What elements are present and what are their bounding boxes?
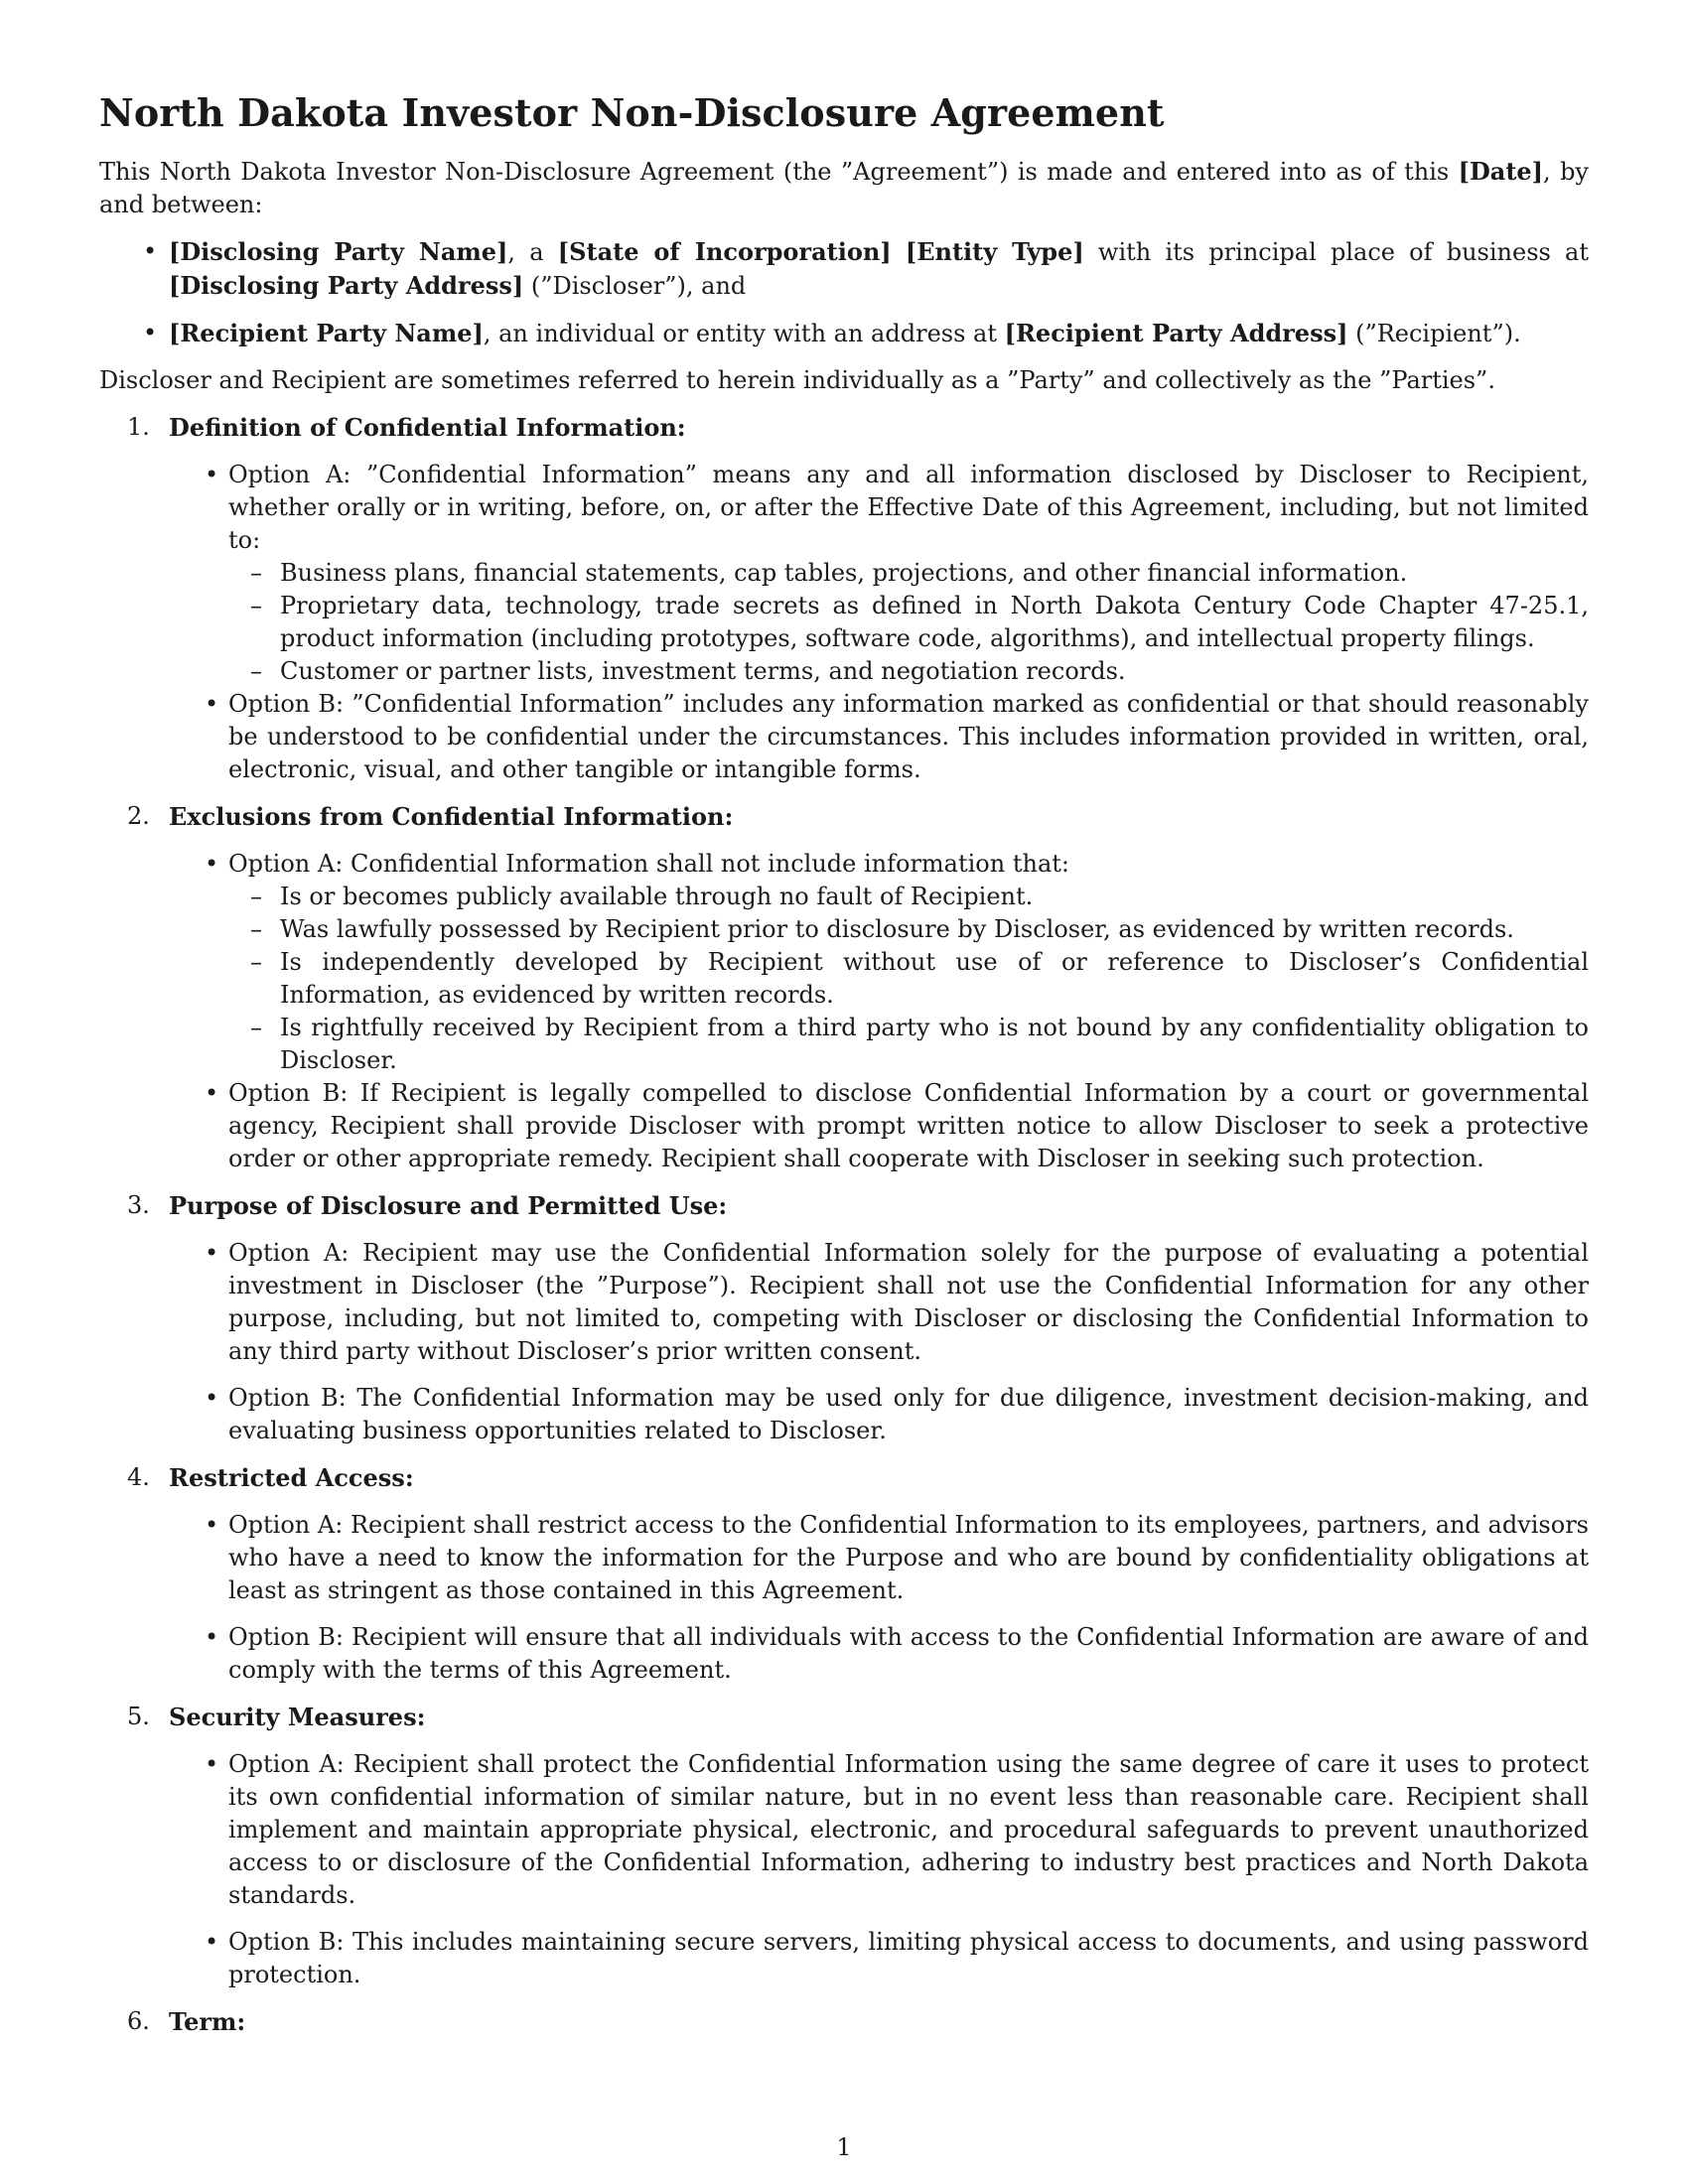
option-item: • Option A: Recipient may use the Confidential Information solely for the purpose of evaluating a potential investment in Discloser (the ”Purpose”). Recipient shall not use the Confidential Information for any other purpose, including, but not limited to, competing with Discloser or disclosing the Confidential Information to any third party without Discloser’s prior written consent. — [228, 1237, 1589, 1368]
document-title: North Dakota Investor Non-Disclosure Agreement — [99, 90, 1165, 135]
sub-item: – Is or becomes publicly available through no fault of Recipient. — [280, 881, 1589, 913]
parties-definition: Discloser and Recipient are sometimes referred to herein individually as a ”Party” and collectively as the ”Parties”. — [99, 366, 1495, 394]
sub-item: – Business plans, financial statements, cap tables, projections, and other financial information. — [280, 557, 1589, 590]
sub-list — [228, 881, 1589, 1077]
date-placeholder: [Date] — [1458, 157, 1544, 186]
sub-item: – Proprietary data, technology, trade secrets as defined in North Dakota Century Code Chapter 47-25.1, product information (including prototypes, software code, algorithms), and intellectual property filings. — [280, 590, 1589, 655]
options-list — [99, 848, 1589, 1175]
section — [99, 1189, 1589, 1447]
option-item: • Option B: The Confidential Information may be used only for due diligence, investment decision-making, and evaluating business opportunities related to Discloser. — [228, 1382, 1589, 1447]
recipient-party-item: • [Recipient Party Name], an individual or entity with an address at [Recipient Party Address] (”Recipient”). — [169, 317, 1589, 350]
section-heading: 6. Term: — [127, 2007, 246, 2036]
option-item: • Option B: Recipient will ensure that all individuals with access to the Confidential Information are aware of and comply with the terms of this Agreement. — [228, 1621, 1589, 1687]
option-item: • Option A: ”Confidential Information” means any and all information disclosed by Discloser to Recipient, whether orally or in writing, before, on, or after the Effective Date of this Agreement, including, but not limited to: – Business plans, financial statements, cap tables, projections, and other financial information. – Proprietary data, technology, trade secrets as defined in North Dakota Century Code Chapter 47-25.1, product information (including prototypes, software code, algorithms), and intellectual property filings. – Customer or partner lists, investment terms, and negotiation records. — [228, 459, 1589, 688]
sub-item: – Was lawfully possessed by Recipient prior to disclosure by Discloser, as evidenced by written records. — [280, 913, 1589, 946]
option-item: • Option B: If Recipient is legally compelled to disclose Confidential Information by a court or governmental agency, Recipient shall provide Discloser with prompt written notice to allow Discloser to seek a protective order or other appropriate remedy. Recipient shall cooperate with Discloser in seeking such protection. — [228, 1077, 1589, 1175]
section — [99, 2005, 1589, 2039]
section-heading: 4. Restricted Access: — [127, 1463, 414, 1492]
section — [99, 1461, 1589, 1687]
option-item: • Option A: Recipient shall protect the Confidential Information using the same degree of care it uses to protect its own confidential information of similar nature, but in no event less than reasonable care. Recipient shall implement and maintain appropriate physical, electronic, and procedural safeguards to prevent unauthorized access to or disclosure of the Confidential Information, adhering to industry best practices and North Dakota standards. — [228, 1748, 1589, 1912]
option-item: • Option A: Confidential Information shall not include information that: – Is or becomes publicly available through no fault of Recipient. – Was lawfully possessed by Recipient prior to disclosure by Discloser, as evidenced by written records. – Is independently developed by Recipient without use of or reference to Discloser’s Confidential Information, as evidenced by written records. – Is rightfully received by Recipient from a third party who is not bound by any confidentiality obligation to Discloser. — [228, 848, 1589, 1077]
section-heading: 1. Definition of Confidential Information: — [127, 413, 686, 442]
options-list — [99, 1237, 1589, 1447]
section — [99, 1701, 1589, 1991]
sub-item: – Customer or partner lists, investment terms, and negotiation records. — [280, 655, 1589, 688]
section-heading: 5. Security Measures: — [127, 1703, 426, 1731]
sub-list — [228, 557, 1589, 688]
options-list — [99, 1509, 1589, 1687]
section-heading: 2. Exclusions from Confidential Information: — [127, 802, 734, 831]
sub-item: – Is rightfully received by Recipient from a third party who is not bound by any confidentiality obligation to Discloser. — [280, 1012, 1589, 1077]
sub-item: – Is independently developed by Recipient without use of or reference to Discloser’s Confidential Information, as evidenced by written records. — [280, 946, 1589, 1012]
option-item: • Option B: ”Confidential Information” includes any information marked as confidential or that should reasonably be understood to be confidential under the circumstances. This includes information provided in written, oral, electronic, visual, and other tangible or intangible forms. — [228, 688, 1589, 786]
section — [99, 800, 1589, 1175]
option-item: • Option A: Recipient shall restrict access to the Confidential Information to its employees, partners, and advisors who have a need to know the information for the Purpose and who are bound by confidentiality obligations at least as stringent as those contained in this Agreement. — [228, 1509, 1589, 1607]
document-page — [99, 89, 1589, 2053]
intro-paragraph: This North Dakota Investor Non-Disclosure Agreement (the ”Agreement”) is made and entered into as of this [Date], by and between: — [99, 157, 1589, 218]
sections-list — [99, 411, 1589, 2039]
parties-list — [99, 235, 1589, 350]
option-item: • Option B: This includes maintaining secure servers, limiting physical access to documents, and using password protection. — [228, 1926, 1589, 1991]
options-list — [99, 459, 1589, 786]
disclosing-party-item: • [Disclosing Party Name], a [State of Incorporation] [Entity Type] with its principal place of business at [Disclosing Party Address] (”Discloser”), and — [169, 235, 1589, 303]
page-number: 1 — [836, 2133, 852, 2161]
options-list — [99, 1748, 1589, 1991]
section-heading: 3. Purpose of Disclosure and Permitted Use: — [127, 1191, 728, 1220]
section — [99, 411, 1589, 786]
